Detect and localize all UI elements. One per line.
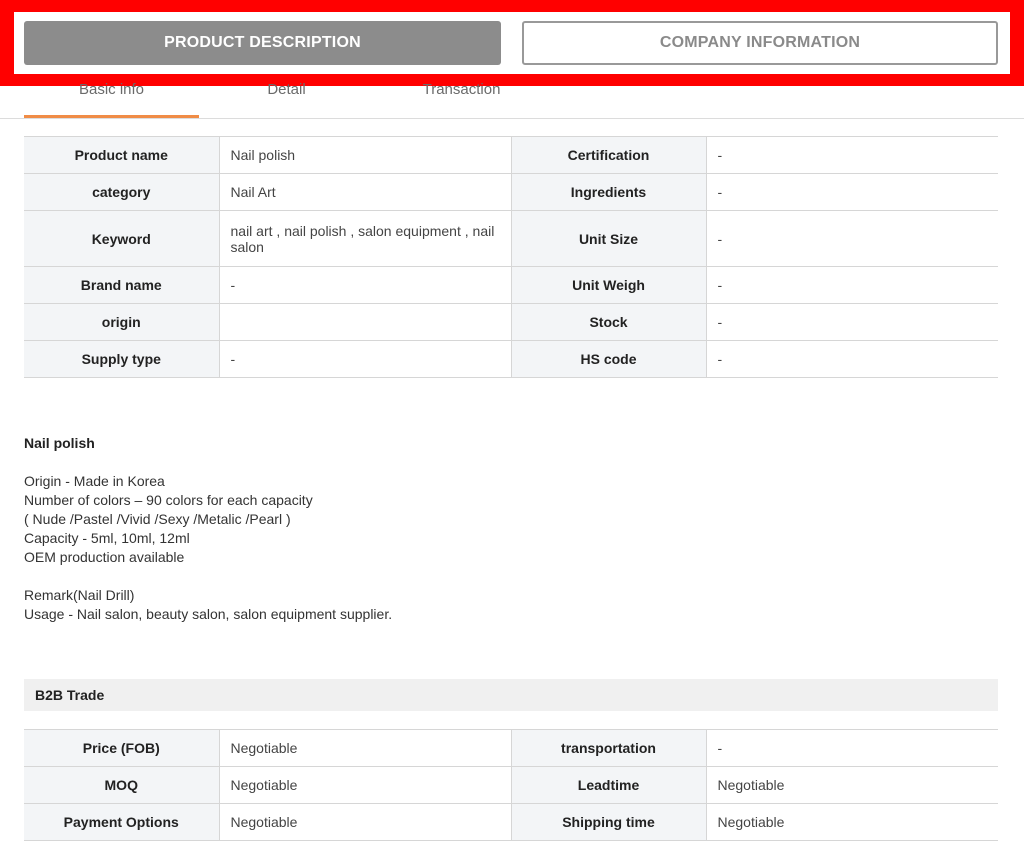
table-row bbox=[24, 767, 998, 804]
description-spacer bbox=[24, 567, 924, 586]
description-line: Remark(Nail Drill) bbox=[24, 587, 135, 603]
label-payment-options: Payment Options bbox=[24, 804, 219, 841]
description-line: Origin - Made in Korea bbox=[24, 473, 165, 489]
value-stock: - bbox=[706, 304, 998, 341]
subtab-bar bbox=[0, 81, 1024, 119]
value-hs-code: - bbox=[706, 341, 998, 378]
label-brand-name: Brand name bbox=[24, 267, 219, 304]
subtab-basic-info[interactable]: Basic info bbox=[24, 78, 199, 118]
highlight-band bbox=[0, 0, 1024, 86]
label-certification: Certification bbox=[511, 137, 706, 174]
basic-info-table bbox=[24, 136, 998, 378]
label-unit-size: Unit Size bbox=[511, 211, 706, 267]
label-moq: MOQ bbox=[24, 767, 219, 804]
value-category: Nail Art bbox=[219, 174, 511, 211]
value-shipping-time: Negotiable bbox=[706, 804, 998, 841]
subtab-transaction[interactable]: Transaction bbox=[422, 81, 501, 98]
label-shipping-time: Shipping time bbox=[511, 804, 706, 841]
table-row bbox=[24, 730, 998, 767]
subtab-detail[interactable]: Detail bbox=[267, 81, 306, 98]
label-stock: Stock bbox=[511, 304, 706, 341]
table-row bbox=[24, 304, 998, 341]
product-description bbox=[24, 434, 924, 624]
value-moq: Negotiable bbox=[219, 767, 511, 804]
label-hs-code: HS code bbox=[511, 341, 706, 378]
value-product-name: Nail polish bbox=[219, 137, 511, 174]
description-title: Nail polish bbox=[24, 435, 95, 451]
table-row bbox=[24, 174, 998, 211]
value-transportation: - bbox=[706, 730, 998, 767]
value-origin bbox=[219, 304, 511, 341]
value-certification: - bbox=[706, 137, 998, 174]
value-price-fob: Negotiable bbox=[219, 730, 511, 767]
value-brand-name: - bbox=[219, 267, 511, 304]
label-product-name: Product name bbox=[24, 137, 219, 174]
label-keyword: Keyword bbox=[24, 211, 219, 267]
label-ingredients: Ingredients bbox=[511, 174, 706, 211]
value-keyword: nail art , nail polish , salon equipment , nail salon bbox=[219, 211, 511, 267]
label-price-fob: Price (FOB) bbox=[24, 730, 219, 767]
label-supply-type: Supply type bbox=[24, 341, 219, 378]
label-leadtime: Leadtime bbox=[511, 767, 706, 804]
description-line: Number of colors – 90 colors for each capacity bbox=[24, 492, 313, 508]
tab-bar bbox=[14, 12, 1010, 74]
description-line: ( Nude /Pastel /Vivid /Sexy /Metalic /Pearl ) bbox=[24, 511, 291, 527]
table-row bbox=[24, 341, 998, 378]
value-leadtime: Negotiable bbox=[706, 767, 998, 804]
label-transportation: transportation bbox=[511, 730, 706, 767]
table-row bbox=[24, 137, 998, 174]
label-unit-weigh: Unit Weigh bbox=[511, 267, 706, 304]
b2b-trade-table bbox=[24, 729, 998, 841]
table-row bbox=[24, 211, 998, 267]
tab-company-information[interactable]: COMPANY INFORMATION bbox=[522, 21, 998, 65]
value-unit-weigh: - bbox=[706, 267, 998, 304]
tab-product-description[interactable]: PRODUCT DESCRIPTION bbox=[24, 21, 501, 65]
description-line: Capacity - 5ml, 10ml, 12ml bbox=[24, 530, 190, 546]
description-line: Usage - Nail salon, beauty salon, salon equipment supplier. bbox=[24, 606, 393, 622]
value-ingredients: - bbox=[706, 174, 998, 211]
label-origin: origin bbox=[24, 304, 219, 341]
value-payment-options: Negotiable bbox=[219, 804, 511, 841]
value-unit-size: - bbox=[706, 211, 998, 267]
b2b-trade-heading: B2B Trade bbox=[24, 679, 998, 711]
value-supply-type: - bbox=[219, 341, 511, 378]
table-row bbox=[24, 267, 998, 304]
description-line: OEM production available bbox=[24, 549, 185, 565]
table-row bbox=[24, 804, 998, 841]
label-category: category bbox=[24, 174, 219, 211]
